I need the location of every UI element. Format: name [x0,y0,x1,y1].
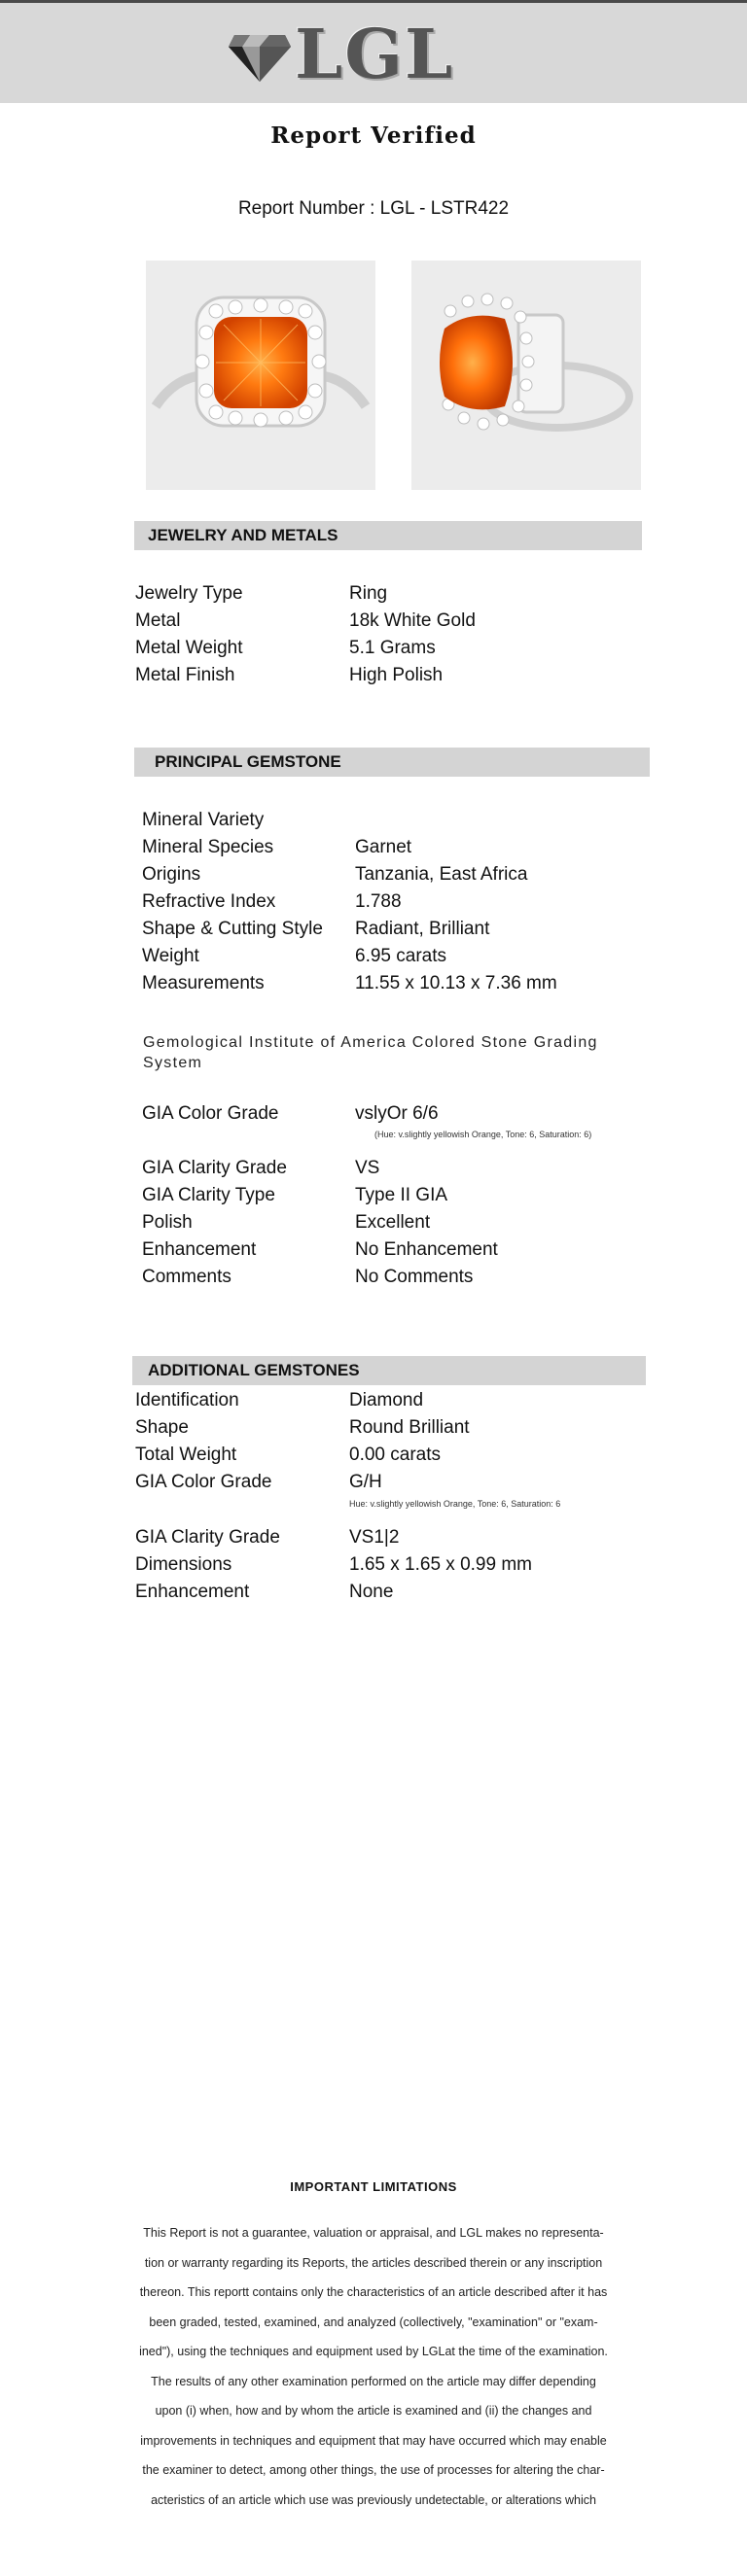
field-value: 1.788 [355,891,402,912]
logo-text: LGL [295,14,455,94]
field-value: 18k White Gold [349,610,476,631]
field-label: Total Weight [135,1445,237,1465]
field-value: Tanzania, East Africa [355,864,528,885]
field-value: 5.1 Grams [349,638,436,658]
important-limitations [0,2179,747,2194]
field-value: Excellent [355,1212,431,1233]
field-label: Weight [142,946,199,966]
additional-section-heading: ADDITIONAL GEMSTONES [132,1356,646,1385]
field-value: VS [355,1158,380,1178]
lgl-logo[interactable] [229,14,455,94]
field-value: Radiant, Brilliant [355,919,490,939]
limitations-line: tion or warranty regarding its Reports, the articles described therein or any inscription [144,2255,603,2270]
ring-front-photo [146,261,375,490]
field-value: Ring [349,583,388,604]
field-label: GIA Clarity Type [142,1185,275,1205]
diamond-icon [229,27,291,82]
field-label: Enhancement [135,1582,250,1602]
field-value: Diamond [349,1390,424,1410]
limitations-line: ined"), using the techniques and equipment used by LGLat the time of the examination. [139,2345,608,2358]
header-band [0,0,747,103]
gia-grading-heading [143,1032,600,1073]
field-value: High Polish [349,665,444,685]
gia-heading-line1: Gemological Institute of America Colored Stone Grading [143,1034,598,1051]
limitations-line: The results of any other examination performed on the article may differ depending [151,2374,596,2388]
additional-color-note: Hue: v.slightly yellowish Orange, Tone: 6, Saturation: 6 [349,1499,561,1509]
field-value: No Enhancement [355,1239,498,1260]
principal-section-heading: PRINCIPAL GEMSTONE [134,748,650,777]
gia-color-grade-value: vslyOr 6/6 [355,1103,439,1124]
field-label: Metal Finish [135,665,235,685]
limitations-line: acteristics of an article which use was previously undetectable, or alterations which [151,2492,596,2507]
field-value: VS1|2 [349,1527,400,1548]
gia-heading-line2: System [143,1055,203,1071]
field-label: Shape & Cutting Style [142,919,323,939]
field-label: GIA Clarity Grade [135,1527,280,1548]
field-label: Refractive Index [142,891,276,912]
field-value: G/H [349,1472,382,1492]
report-title: Report Verified [270,122,477,149]
field-label: Origins [142,864,201,885]
limitations-line: been graded, tested, examined, and analyzed (collectively, "examination" or "exam- [149,2315,598,2329]
report-number-value: LGL - LSTR422 [379,198,510,219]
limitations-line: This Report is not a guarantee, valuation or appraisal, and LGL makes no representa- [143,2226,604,2240]
field-label: GIA Clarity Grade [142,1158,287,1178]
field-label: Identification [135,1390,239,1410]
field-label: Jewelry Type [135,583,243,604]
gia-color-grade-note: (Hue: v.slightly yellowish Orange, Tone: 6, Saturation: 6) [374,1130,592,1139]
field-label: Metal Weight [135,638,243,658]
field-label: Mineral Species [142,837,274,857]
field-value: 1.65 x 1.65 x 0.99 mm [349,1554,532,1575]
limitations-line: upon (i) when, how and by whom the article is examined and (ii) the changes and [155,2404,592,2418]
field-value: Garnet [355,837,412,857]
ring-side-photo [411,261,641,490]
field-value: 0.00 carats [349,1445,441,1465]
field-value: 6.95 carats [355,946,446,966]
field-label: Dimensions [135,1554,232,1575]
limitations-line: the examiner to detect, among other things, the use of processes for altering the char- [142,2463,605,2477]
field-label: Enhancement [142,1239,257,1260]
limitations-line: improvements in techniques and equipment that may have occurred which may enable [140,2433,607,2448]
report-number [0,198,747,220]
limitations-title: IMPORTANT LIMITATIONS [290,2179,457,2194]
jewelry-section-heading: JEWELRY AND METALS [134,521,642,550]
field-label: Polish [142,1212,193,1233]
limitations-line: thereon. This reportt contains only the characteristics of an article described after it has [139,2285,608,2299]
field-value: None [349,1582,394,1602]
field-label: Shape [135,1417,189,1438]
report-number-label: Report Number : [237,198,375,219]
field-value: Type II GIA [355,1185,448,1205]
field-label: GIA Color Grade [135,1472,272,1492]
field-value: 11.55 x 10.13 x 7.36 mm [355,973,557,993]
field-label: Metal [135,610,181,631]
field-label: Comments [142,1267,231,1287]
field-label: Measurements [142,973,265,993]
field-value: Round Brilliant [349,1417,470,1438]
field-value: No Comments [355,1267,474,1287]
gia-color-grade-label: GIA Color Grade [142,1103,279,1124]
field-label: Mineral Variety [142,810,265,830]
